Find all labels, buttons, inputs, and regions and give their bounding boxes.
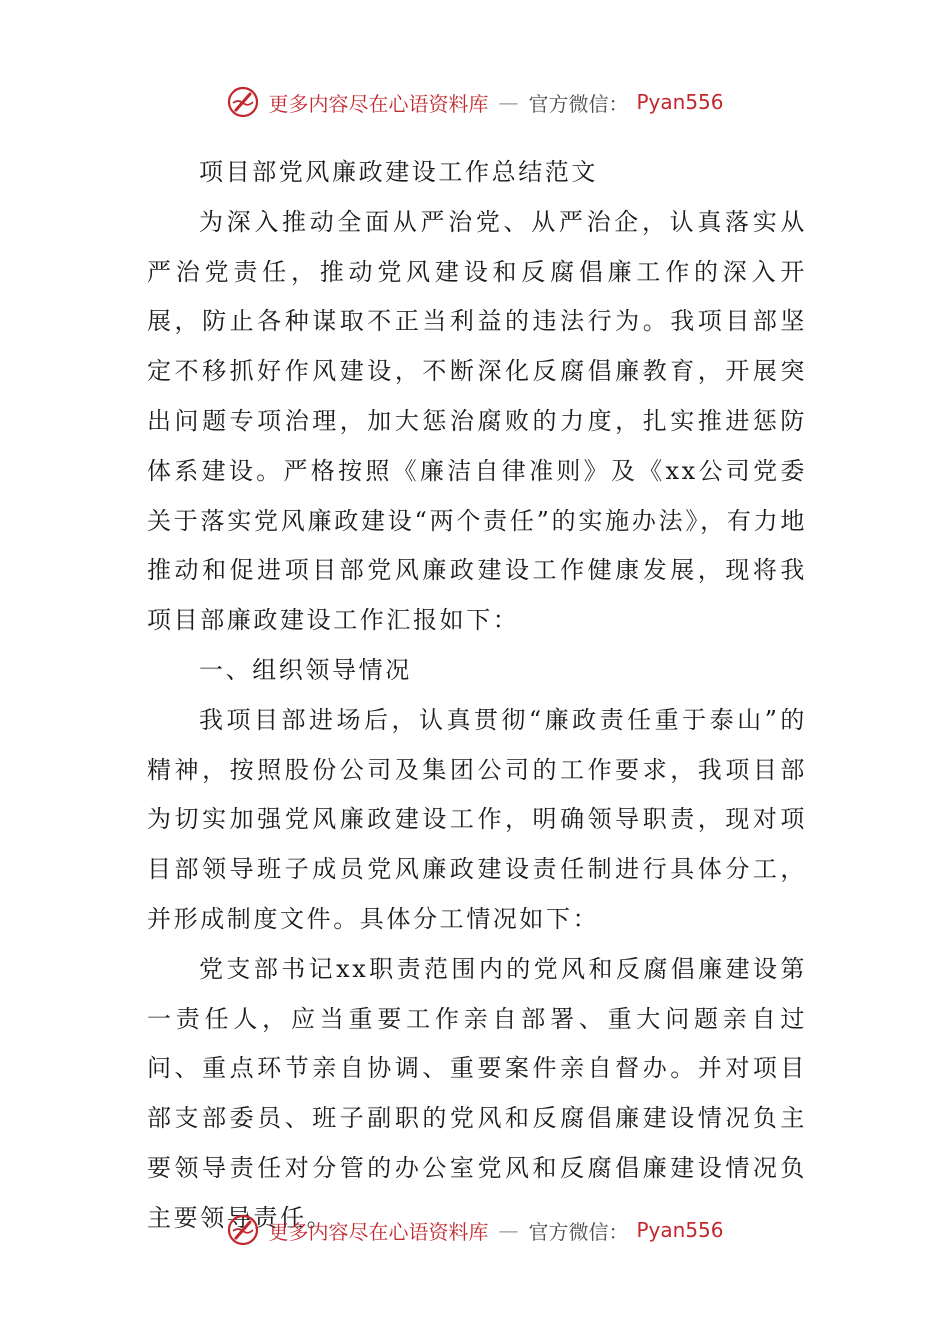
banner-main-text: 更多内容尽在心语资料库 xyxy=(268,1219,489,1244)
banner-official-label: 官方微信： xyxy=(528,91,629,116)
pen-logo-icon xyxy=(226,1213,260,1247)
footer-watermark-banner xyxy=(0,1210,950,1250)
banner-dash: — xyxy=(498,1218,519,1242)
pen-logo-icon xyxy=(226,85,260,119)
document-body xyxy=(147,148,807,1244)
paragraph-intro: 为深入推动全面从严治党、从严治企，认真落实从严治党责任，推动党风建设和反腐倡廉工作的深入开展，防止各种谋取不正当利益的违法行为。我项目部坚定不移抓好作风建设，不断深化反腐倡廉教育，开展突出问题专项治理，加大惩治腐败的力度，扎实推进惩防体系建设。严格按照《廉洁自律准则》及《xx公司党委关于落实党风廉政建设“两个责任”的实施办法》，有力地推动和促进项目部党风廉政建设工作健康发展，现将我项目部廉政建设工作汇报如下： xyxy=(147,207,807,635)
banner-official-label: 官方微信： xyxy=(528,1219,629,1244)
banner-dash: — xyxy=(498,90,519,114)
document-title: 项目部党风廉政建设工作总结范文 xyxy=(199,158,598,186)
banner-main-text: 更多内容尽在心语资料库 xyxy=(268,91,489,116)
banner-wechat-id: Pyan556 xyxy=(636,90,724,114)
banner-wechat-id: Pyan556 xyxy=(636,1218,724,1242)
header-watermark-banner xyxy=(0,82,950,122)
paragraph-organization: 我项目部进场后，认真贯彻“廉政责任重于泰山”的精神，按照股份公司及集团公司的工作要求，我项目部为切实加强党风廉政建设工作，明确领导职责，现对项目部领导班子成员党风廉政建设责任制进行具体分工，并形成制度文件。具体分工情况如下： xyxy=(147,705,807,933)
section-heading-organization: 一、组织领导情况 xyxy=(199,655,412,684)
paragraph-party-secretary: 党支部书记xx职责范围内的党风和反腐倡廉建设第一责任人，应当重要工作亲自部署、重大问题亲自过问、重点环节亲自协调、重要案件亲自督办。并对项目部支部委员、班子副职的党风和反腐倡廉建设情况负主要领导责任对分管的办公室党风和反腐倡廉建设情况负主要领导责任。 xyxy=(147,954,807,1232)
